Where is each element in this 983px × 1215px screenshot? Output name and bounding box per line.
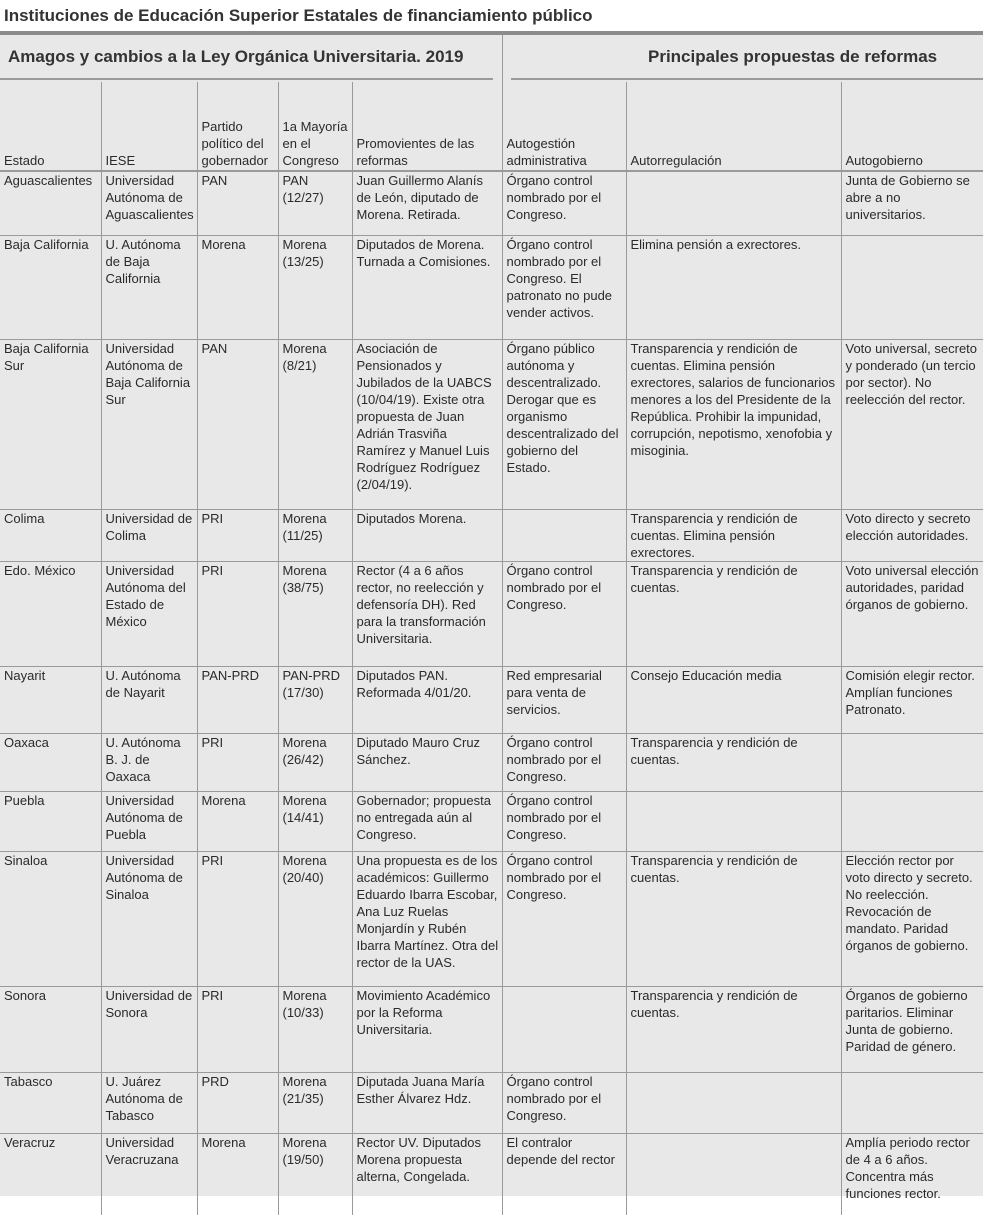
- cell-mayoria: PAN (12/27): [278, 171, 352, 235]
- cell-partido: PRI: [197, 733, 278, 791]
- column-header: IESE: [101, 82, 197, 171]
- cell-estado: Puebla: [0, 791, 101, 851]
- cell-mayoria: Morena (19/50): [278, 1133, 352, 1215]
- cell-autogestion: Órgano control nombrado por el Congreso.: [502, 561, 626, 666]
- cell-partido: Morena: [197, 235, 278, 339]
- cell-autorregulacion: Transparencia y rendición de cuentas.: [626, 561, 841, 666]
- cell-estado: Sonora: [0, 986, 101, 1072]
- cell-autogobierno: Voto universal elección autoridades, paridad órganos de gobierno.: [841, 561, 983, 666]
- cell-autogestion: [502, 509, 626, 561]
- cell-autogobierno: Elección rector por voto directo y secreto. No reelección. Revocación de mandato. Paridad órganos de gobierno.: [841, 851, 983, 986]
- cell-mayoria: Morena (8/21): [278, 339, 352, 509]
- section-heading-right: Principales propuestas de reformas: [648, 47, 938, 66]
- cell-partido: PAN-PRD: [197, 666, 278, 733]
- cell-partido: PAN: [197, 339, 278, 509]
- cell-autogobierno: [841, 235, 983, 339]
- cell-autorregulacion: [626, 1133, 841, 1215]
- cell-autogestion: Órgano control nombrado por el Congreso. El patronato no pude vender activos.: [502, 235, 626, 339]
- cell-iese: U. Autónoma B. J. de Oaxaca: [101, 733, 197, 791]
- cell-autogestion: Órgano control nombrado por el Congreso.: [502, 851, 626, 986]
- cell-iese: U. Autónoma de Nayarit: [101, 666, 197, 733]
- column-header: Autogestión administrativa: [502, 82, 626, 171]
- cell-autorregulacion: Transparencia y rendición de cuentas.: [626, 986, 841, 1072]
- section-split-line: [502, 35, 503, 82]
- cell-autorregulacion: [626, 171, 841, 235]
- cell-partido: PAN: [197, 171, 278, 235]
- cell-promoventes: Juan Guillermo Alanís de León, diputado de Morena. Retirada.: [352, 171, 502, 235]
- cell-autogestion: Órgano público autónoma y descentralizado. Derogar que es organismo descentralizado del gobierno del Estado.: [502, 339, 626, 509]
- table-row: [0, 339, 983, 509]
- section-divider-left: [0, 78, 493, 80]
- cell-autogestion: Órgano control nombrado por el Congreso.: [502, 791, 626, 851]
- table-row: [0, 509, 983, 561]
- cell-estado: Sinaloa: [0, 851, 101, 986]
- cell-iese: Universidad de Sonora: [101, 986, 197, 1072]
- cell-promoventes: Movimiento Académico por la Reforma Universitaria.: [352, 986, 502, 1072]
- cell-iese: Universidad Autónoma del Estado de México: [101, 561, 197, 666]
- column-header: Promovientes de las reformas: [352, 82, 502, 171]
- cell-iese: Universidad Autónoma de Puebla: [101, 791, 197, 851]
- cell-promoventes: Asociación de Pensionados y Jubilados de la UABCS (10/04/19). Existe otra propuesta de Juan Adrián Trasviña Ramírez y Manuel Luis Rodríguez Rodríguez (2/04/19).: [352, 339, 502, 509]
- table-row: [0, 851, 983, 986]
- cell-mayoria: Morena (21/35): [278, 1072, 352, 1133]
- column-header: Estado: [0, 82, 101, 171]
- table-row: [0, 986, 983, 1072]
- cell-autogestion: El contralor depende del rector: [502, 1133, 626, 1215]
- cell-autorregulacion: Consejo Educación media: [626, 666, 841, 733]
- cell-estado: Nayarit: [0, 666, 101, 733]
- cell-iese: Universidad Autónoma de Baja California Sur: [101, 339, 197, 509]
- table-row: [0, 171, 983, 235]
- cell-autogobierno: Órganos de gobierno paritarios. Eliminar Junta de gobierno. Paridad de género.: [841, 986, 983, 1072]
- table-header-row: [0, 82, 983, 171]
- cell-iese: Universidad Autónoma de Aguascalientes: [101, 171, 197, 235]
- column-header: Partido político del gobernador: [197, 82, 278, 171]
- cell-estado: Baja California Sur: [0, 339, 101, 509]
- cell-autogobierno: Amplía periodo rector de 4 a 6 años. Concentra más funciones rector.: [841, 1133, 983, 1215]
- cell-promoventes: Diputados PAN. Reformada 4/01/20.: [352, 666, 502, 733]
- cell-autogobierno: [841, 733, 983, 791]
- cell-autorregulacion: Transparencia y rendición de cuentas.: [626, 733, 841, 791]
- cell-partido: PRI: [197, 986, 278, 1072]
- cell-autorregulacion: Transparencia y rendición de cuentas. Elimina pensión exrectores.: [626, 509, 841, 561]
- cell-autogobierno: Voto directo y secreto elección autoridades.: [841, 509, 983, 561]
- table-row: [0, 1072, 983, 1133]
- cell-partido: PRI: [197, 561, 278, 666]
- cell-estado: Edo. México: [0, 561, 101, 666]
- cell-promoventes: Rector (4 a 6 años rector, no reelección y defensoría DH). Red para la transformación Universitaria.: [352, 561, 502, 666]
- cell-iese: Universidad de Colima: [101, 509, 197, 561]
- column-header: Autorregulación: [626, 82, 841, 171]
- page-title: Instituciones de Educación Superior Estatales de financiamiento público: [4, 6, 593, 25]
- cell-autogestion: Órgano control nombrado por el Congreso.: [502, 733, 626, 791]
- table-row: [0, 733, 983, 791]
- cell-mayoria: Morena (14/41): [278, 791, 352, 851]
- cell-estado: Oaxaca: [0, 733, 101, 791]
- cell-mayoria: Morena (20/40): [278, 851, 352, 986]
- cell-autogestion: Órgano control nombrado por el Congreso.: [502, 1072, 626, 1133]
- cell-iese: U. Autónoma de Baja California: [101, 235, 197, 339]
- table-row: [0, 561, 983, 666]
- column-header: 1a Mayoría en el Congreso: [278, 82, 352, 171]
- cell-mayoria: Morena (13/25): [278, 235, 352, 339]
- cell-estado: Veracruz: [4, 1134, 56, 1150]
- cell-promoventes: Una propuesta es de los académicos: Guillermo Eduardo Ibarra Escobar, Ana Luz Ruelas Monjardín y Rubén Ibarra Martínez. Otra del rector de la UAS.: [352, 851, 502, 986]
- table-row: [0, 1133, 983, 1215]
- section-heading-left: Amagos y cambios a la Ley Orgánica Universitaria. 2019: [8, 47, 464, 66]
- cell-partido: PRI: [197, 509, 278, 561]
- cell-estado: Baja California: [0, 235, 101, 339]
- cell-promoventes: Rector UV. Diputados Morena propuesta alterna, Congelada.: [352, 1133, 502, 1215]
- cell-autorregulacion: Transparencia y rendición de cuentas.: [626, 851, 841, 986]
- cell-autogobierno: Comisión elegir rector. Amplían funciones Patronato.: [841, 666, 983, 733]
- cell-autogobierno: Voto universal, secreto y ponderado (un tercio por sector). No reelección del rector.: [841, 339, 983, 509]
- cell-partido: PRI: [197, 851, 278, 986]
- cell-autogestion: Órgano control nombrado por el Congreso.: [502, 171, 626, 235]
- cell-autogobierno: [841, 1072, 983, 1133]
- table-row: [0, 666, 983, 733]
- cell-promoventes: Gobernador; propuesta no entregada aún al Congreso.: [352, 791, 502, 851]
- cell-autogestion: Red empresarial para venta de servicios.: [502, 666, 626, 733]
- column-header: Autogobierno: [841, 82, 983, 171]
- table-panel: [0, 35, 983, 1201]
- section-divider-right: [511, 78, 983, 80]
- cell-partido: Morena: [197, 1133, 278, 1215]
- cell-iese: Universidad Autónoma de Sinaloa: [101, 851, 197, 986]
- cell-promoventes: Diputado Mauro Cruz Sánchez.: [352, 733, 502, 791]
- cell-mayoria: Morena (11/25): [278, 509, 352, 561]
- cell-autorregulacion: [626, 791, 841, 851]
- cell-promoventes: Diputada Juana María Esther Álvarez Hdz.: [352, 1072, 502, 1133]
- table-row: [0, 791, 983, 851]
- cell-promoventes: Diputados de Morena. Turnada a Comisiones.: [352, 235, 502, 339]
- cell-partido: Morena: [197, 791, 278, 851]
- cell-estado: Colima: [0, 509, 101, 561]
- cell-partido: PRD: [197, 1072, 278, 1133]
- cell-estado: Aguascalientes: [0, 171, 101, 235]
- cell-mayoria: PAN-PRD (17/30): [278, 666, 352, 733]
- cell-iese: U. Juárez Autónoma de Tabasco: [101, 1072, 197, 1133]
- cell-mayoria: Morena (38/75): [278, 561, 352, 666]
- reforms-table: [0, 82, 983, 1215]
- cell-autogestion: [502, 986, 626, 1072]
- table-row: [0, 235, 983, 339]
- cell-autorregulacion: Transparencia y rendición de cuentas. Elimina pensión exrectores, salarios de funcionarios menores a los del Presidente de la República. Prohibir la impunidad, corrupción, nepotismo, xenofobia y misoginia.: [626, 339, 841, 509]
- cell-autogobierno: Junta de Gobierno se abre a no universitarios.: [841, 171, 983, 235]
- cell-autorregulacion: [626, 1072, 841, 1133]
- cell-autorregulacion: Elimina pensión a exrectores.: [626, 235, 841, 339]
- cell-mayoria: Morena (10/33): [278, 986, 352, 1072]
- cell-iese: Universidad Veracruzana: [101, 1133, 197, 1215]
- cell-estado: Tabasco: [0, 1072, 101, 1133]
- cell-promoventes: Diputados Morena.: [352, 509, 502, 561]
- cell-mayoria: Morena (26/42): [278, 733, 352, 791]
- cell-autogobierno: [841, 791, 983, 851]
